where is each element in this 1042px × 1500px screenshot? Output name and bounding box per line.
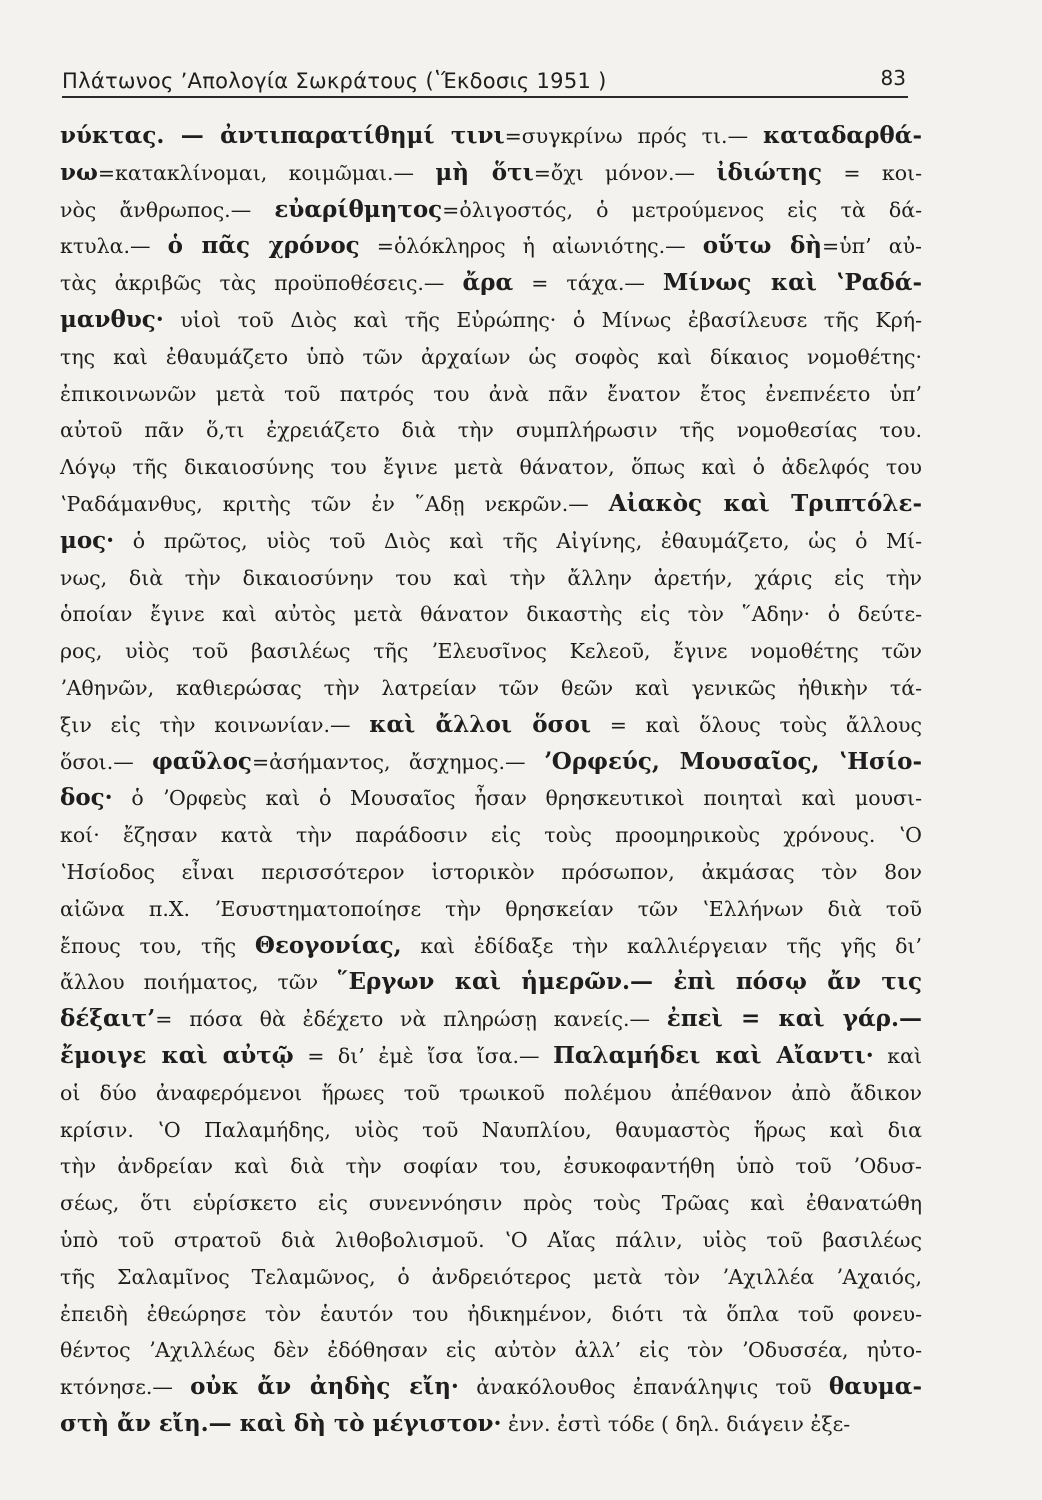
gloss-text: κτόνησε.— bbox=[60, 1375, 191, 1400]
text-line bbox=[60, 633, 922, 670]
text-line bbox=[60, 339, 922, 376]
gloss-text: ʽΗσίοδος εἶναι περισσότερον ἱστορικὸν πρόσωπον, ἀκμάσας τὸν 8ον bbox=[60, 859, 922, 884]
lemma-term: Μίνως καὶ ʽΡαδά- bbox=[662, 269, 922, 297]
text-line bbox=[60, 1001, 922, 1038]
gloss-text: θέντος ʼΑχιλλέως δὲν ἐδόθησαν εἰς αὐτὸν ἀλλ’ εἰς τὸν ʼΟδυσσέα, ηὐτο- bbox=[60, 1338, 922, 1363]
gloss-text: της καὶ ἐθαυμάζετο ὑπὸ τῶν ἀρχαίων ὡς σοφὸς καὶ δίκαιος νομοθέτης· bbox=[60, 344, 922, 369]
text-line bbox=[60, 1185, 922, 1222]
text-line bbox=[60, 1369, 922, 1406]
gloss-text: = καὶ ὅλους τοὺς ἄλλους bbox=[590, 712, 922, 737]
gloss-text: =ὄχι μόνον.— bbox=[533, 160, 717, 185]
gloss-text: ξιν εἰς τὴν κοινωνίαν.— bbox=[60, 712, 370, 737]
lemma-term: καταδαρθά- bbox=[762, 122, 922, 149]
lemma-term: οὐκ ἄν ἀηδὴς εἴη· bbox=[190, 1373, 459, 1401]
text-line bbox=[60, 228, 922, 265]
gloss-text: ʽΡαδάμανθυς, κριτὴς τῶν ἐν ῞Αδῃ νεκρῶν.— bbox=[60, 491, 609, 516]
running-title: Πλάτωνος ʼΑπολογία Σωκράτους (ʽΈκδοσις 1951 ) bbox=[62, 69, 607, 93]
text-line bbox=[60, 302, 922, 339]
text-line bbox=[60, 265, 922, 302]
lemma-term: οὕτω δὴ bbox=[702, 232, 823, 260]
lemma-term: Παλαμήδει καὶ Αἴαντι· bbox=[553, 1041, 874, 1069]
text-line bbox=[60, 1296, 922, 1333]
gloss-text: τὴν ἀνδρείαν καὶ διὰ τὴν σοφίαν του, ἐσυκοφαντήθη ὑπὸ τοῦ ʼΟδυσ- bbox=[60, 1154, 922, 1179]
gloss-text: κρίσιν. ʽΟ Παλαμήδης, υἱὸς τοῦ Ναυπλίου, θαυμαστὸς ἥρως καὶ δια bbox=[60, 1117, 922, 1142]
gloss-text: τὰς ἀκριβῶς τὰς προϋποθέσεις.— bbox=[60, 271, 463, 296]
text-line bbox=[60, 1148, 922, 1185]
text-line bbox=[60, 744, 922, 781]
text-line bbox=[60, 670, 922, 707]
gloss-text: κοί· ἔζησαν κατὰ τὴν παράδοσιν εἰς τοὺς προομηρικοὺς χρόνους. ʽΟ bbox=[60, 823, 922, 848]
text-line bbox=[60, 891, 922, 928]
text-line bbox=[60, 1038, 922, 1075]
gloss-text: ἔπους του, τῆς bbox=[60, 933, 255, 958]
lemma-term: καὶ ἄλλοι ὅσοι bbox=[369, 710, 591, 738]
text-line bbox=[60, 449, 922, 486]
text-line bbox=[60, 596, 922, 633]
gloss-text: ρος, υἱὸς τοῦ βασιλέως τῆς ʼΕλευσῖνος Κελεοῦ, ἔγινε νομοθέτης τῶν bbox=[60, 639, 922, 664]
gloss-text: = κοι- bbox=[822, 160, 922, 185]
lemma-term: ʼΟρφεύς, Μουσαῖος, ʽΗσίο- bbox=[543, 747, 923, 775]
gloss-text: ἐπειδὴ ἐθεώρησε τὸν ἑαυτόν του ἠδικημένον, διότι τὰ ὅπλα τοῦ φονευ- bbox=[60, 1301, 922, 1326]
gloss-text: ὁ πρῶτος, υἱὸς τοῦ Διὸς καὶ τῆς Αἰγίνης, ἐθαυμάζετο, ὡς ὁ Μί- bbox=[114, 528, 922, 553]
lemma-term: εὐαρίθμητος bbox=[274, 195, 443, 223]
lemma-term: ῞Εργων καὶ ἡμερῶν.— ἐπὶ πόσῳ ἄν τις bbox=[336, 968, 922, 996]
gloss-text: ἀνακόλουθος ἐπανάληψις τοῦ bbox=[458, 1375, 829, 1400]
page-number: 83 bbox=[880, 66, 906, 90]
text-line bbox=[60, 1406, 922, 1443]
gloss-text: =ὀλιγοστός, ὁ μετρούμενος εἰς τὰ δά- bbox=[442, 197, 923, 222]
gloss-text: νως, διὰ τὴν δικαιοσύνην του καὶ τὴν ἄλλην ἀρετήν, χάρις εἰς τὴν bbox=[60, 565, 922, 590]
gloss-text: ὅσοι.— bbox=[60, 749, 152, 774]
gloss-text: νὸς ἄνθρωπος.— bbox=[60, 197, 275, 222]
lemma-term: δέξαιτ’ bbox=[60, 1005, 156, 1033]
running-header bbox=[62, 62, 908, 98]
lemma-term: νύκτας. — ἀντιπαρατίθημί τινι bbox=[60, 122, 505, 149]
lemma-term: ἰδιώτης bbox=[716, 158, 823, 186]
lemma-term: δος· bbox=[60, 784, 113, 812]
gloss-text: = τάχα.— bbox=[513, 271, 663, 296]
text-line bbox=[60, 155, 922, 192]
text-line bbox=[60, 376, 922, 413]
text-line bbox=[60, 192, 922, 229]
text-line bbox=[60, 1332, 922, 1369]
gloss-text: ὑπὸ τοῦ στρατοῦ διὰ λιθοβολισμοῦ. ʽΟ Αἴας πάλιν, υἱὸς τοῦ βασιλέως bbox=[60, 1227, 922, 1252]
gloss-text: ἄλλου ποιήματος, τῶν bbox=[60, 970, 337, 995]
gloss-text: =κατακλίνομαι, κοιμῶμαι.— bbox=[97, 160, 436, 185]
text-line bbox=[60, 412, 922, 449]
lemma-term: ἐπεὶ = καὶ γάρ.— bbox=[666, 1005, 922, 1033]
text-line bbox=[60, 1075, 922, 1112]
gloss-text: κτυλα.— bbox=[60, 234, 168, 259]
lemma-term: Αἰακὸς καὶ Τριπτόλε- bbox=[608, 489, 922, 517]
lemma-term: νω bbox=[60, 158, 98, 186]
gloss-text: καὶ bbox=[873, 1043, 922, 1068]
gloss-text: =συγκρίνω πρός τι.— bbox=[504, 124, 763, 148]
text-line bbox=[60, 928, 922, 965]
gloss-text: αἰῶνα π.Χ. ʼΕσυστηματοποίησε τὴν θρησκείαν τῶν ʽΕλλήνων διὰ τοῦ bbox=[60, 896, 922, 921]
gloss-text: καὶ ἐδίδαξε τὴν καλλιέργειαν τῆς γῆς δι’ bbox=[401, 933, 922, 958]
text-line bbox=[60, 964, 922, 1001]
lemma-term: ἔμοιγε καὶ αὐτῷ bbox=[60, 1041, 294, 1069]
lemma-term: στὴ ἄν εἴη.— καὶ δὴ τὸ μέγιστον· bbox=[60, 1409, 502, 1437]
text-line bbox=[60, 817, 922, 854]
gloss-text: ʼΑθηνῶν, καθιερώσας τὴν λατρείαν τῶν θεῶν καὶ γενικῶς ἠθικὴν τά- bbox=[60, 675, 922, 700]
lemma-term: μὴ ὅτι bbox=[435, 158, 534, 186]
gloss-text: σέως, ὅτι εὑρίσκετο εἰς συνεννόησιν πρὸς τοὺς Τρῶας καὶ ἐθανατώθη bbox=[60, 1191, 922, 1216]
gloss-text: ἐπικοινωνῶν μετὰ τοῦ πατρός του ἀνὰ πᾶν ἔνατον ἔτος ἐνεπνέετο ὑπ’ bbox=[60, 381, 922, 406]
gloss-text: οἱ δύο ἀναφερόμενοι ἥρωες τοῦ τρωικοῦ πολέμου ἀπέθανον ἀπὸ ἄδικον bbox=[60, 1080, 922, 1105]
lemma-term: θαυμα- bbox=[828, 1373, 922, 1401]
text-line bbox=[60, 707, 922, 744]
gloss-text: αὐτοῦ πᾶν ὅ,τι ἐχρειάζετο διὰ τὴν συμπλήρωσιν τῆς νομοθεσίας του. bbox=[60, 418, 922, 443]
lemma-term: φαῦλος bbox=[152, 747, 252, 775]
text-line bbox=[60, 560, 922, 597]
text-line bbox=[60, 854, 922, 891]
commentary-text bbox=[60, 118, 922, 1443]
text-line bbox=[60, 523, 922, 560]
gloss-text: ὁποίαν ἔγινε καὶ αὐτὸς μετὰ θάνατον δικαστὴς εἰς τὸν ῞Αδην· ὁ δεύτε- bbox=[60, 602, 922, 627]
gloss-text: =ὁλόκληρος ἡ αἰωνιότης.— bbox=[359, 234, 703, 259]
text-line bbox=[60, 1259, 922, 1296]
lemma-term: ὁ πᾶς χρόνος bbox=[167, 232, 360, 260]
lemma-term: Θεογονίας, bbox=[254, 931, 402, 959]
lemma-term: μανθυς· bbox=[60, 305, 164, 333]
lemma-term: μος· bbox=[60, 526, 115, 554]
gloss-text: =ὑπ’ αὐ- bbox=[822, 234, 922, 259]
gloss-text: ὁ ʼΟρφεὺς καὶ ὁ Μουσαῖος ἦσαν θρησκευτικοὶ ποιηταὶ καὶ μουσι- bbox=[112, 786, 922, 811]
text-line bbox=[60, 1222, 922, 1259]
gloss-text: =ἀσήμαντος, ἄσχημος.— bbox=[251, 749, 544, 774]
gloss-text: ἐνν. ἐστὶ τόδε ( δηλ. διάγειν ἐξε- bbox=[501, 1411, 851, 1436]
lemma-term: ἄρα bbox=[462, 269, 514, 297]
gloss-text: = δι’ ἐμὲ ἴσα ἴσα.— bbox=[293, 1043, 554, 1068]
text-line bbox=[60, 486, 922, 523]
gloss-text: υἱοὶ τοῦ Διὸς καὶ τῆς Εὐρώπης· ὁ Μίνως ἐβασίλευσε τῆς Κρή- bbox=[163, 307, 922, 332]
gloss-text: τῆς Σαλαμῖνος Τελαμῶνος, ὁ ἀνδρειότερος μετὰ τὸν ʼΑχιλλέα ʼΑχαιός, bbox=[60, 1264, 922, 1289]
gloss-text: = πόσα θὰ ἐδέχετο νὰ πληρώσῃ κανείς.— bbox=[155, 1007, 667, 1032]
text-line bbox=[60, 1112, 922, 1149]
text-line bbox=[60, 780, 922, 817]
gloss-text: Λόγῳ τῆς δικαιοσύνης του ἔγινε μετὰ θάνατον, ὅπως καὶ ὁ ἀδελφός του bbox=[60, 455, 922, 480]
text-line bbox=[60, 118, 922, 155]
